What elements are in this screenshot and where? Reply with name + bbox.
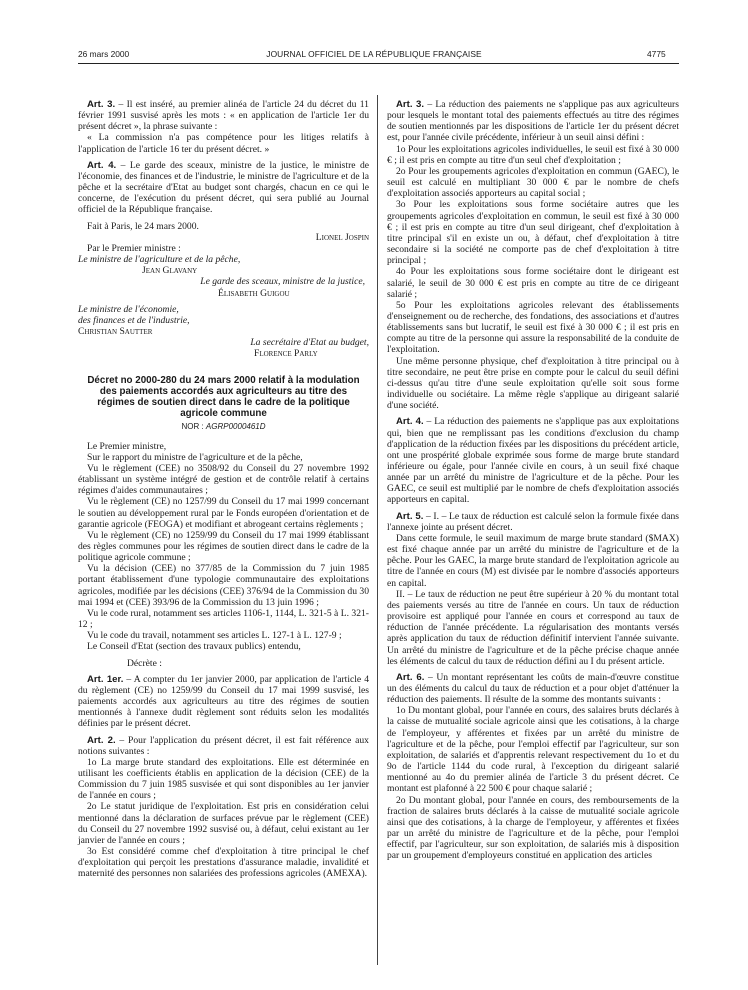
article-3-quote: « La commission n'a pas compétence pour les litiges relatifs à l'application de l'article 16 ter du présent décret. » (78, 132, 369, 155)
left-column (78, 99, 369, 880)
premier-ministre: Le Premier ministre, (87, 440, 167, 452)
header-page-number: 4775 (647, 49, 666, 59)
visa-reglement-1257: Vu le règlement (CE) no 1257/99 du Conseil du 17 mai 1999 concernant le soutien au développement rural par le Fonds européen d'orientation et de garantie agricole (FEOGA) et modifiant et abrogeant certains règlements ; (78, 496, 369, 530)
article-2: Art. 2. – Pour l'application du présent décret, il est fait référence aux notions suivantes : (78, 734, 369, 757)
visa-conseil-etat: Le Conseil d'Etat (section des travaux publics) entendu, (87, 641, 301, 653)
article-3-closing: Une même personne physique, chef d'exploitation à titre principal ou à titre secondaire, ne peut être prise en compte pour le calcul du seuil défini ci-dessus qu'au titre d'une seule exploitation qu'elle soit sous forme individuelle ou sociétaire. La même règle s'applique au dirigeant salarié d'une société. (387, 355, 679, 412)
visa-reglement-1259: Vu le règlement (CE) no 1259/99 du Conseil du 17 mai 1999 établissant des règles communes pour les régimes de soutien direct dans le cadre de la politique agricole commune ; (78, 529, 369, 564)
article-3-item-2: 2o Pour les groupements agricoles d'exploitation en commun (GAEC), le seuil est calculé en multipliant 30 000 € par le nombre de chefs d'exploitation associés apporteurs au capital social ; (387, 165, 679, 200)
article-6-item-1: 1o Du montant global, pour l'année en cours, des salaires bruts déclarés à la caisse de mutualité sociale agricole ainsi que les cotisations, à la charge de l'employeur, y afférentes et fixées par un arrêté du ministre de l'agriculture et de la pêche, pour l'emploi effectif par l'agriculteur, sur son exploitation, de salariés et d'apprentis relevant respectivement du 1o et du 9o de l'article 1144 du code rural, à l'exception du dirigeant salarié mentionné au 4o du premier alinéa de l'article 3 du présent décret. Ce montant est plafonné à 22 500 € pour chaque salarié ; (387, 705, 679, 795)
article-6: Art. 6. – Un montant représentant les coûts de main-d'œuvre constitue un des éléments du calcul du taux de réduction et a pour objet d'atténuer la réduction des paiements. Il résulte de la somme des montants suivants : (387, 671, 679, 706)
par-premier-ministre: Par le Premier ministre : (87, 242, 181, 254)
article-3-item-3: 3o Pour les exploitations sous forme sociétaire autres que les groupements agricoles d'exploitation en commun, le seuil est fixé à 30 000 € ; il est pris en compte au titre d'un seul dirigeant, chef d'exploitation à titre principal s'il en existe un ou, à défaut, chef d'exploitation à titre secondaire si la société ne comporte pas de chef d'exploitation à titre principal ; (387, 199, 679, 267)
article-2-item-3: 3o Est considéré comme chef d'exploitation à titre principal le chef d'exploitation qui perçoit les prestations d'assurance maladie, invalidité et maternité des personnes non salariées des professions agricoles (AMEXA). (78, 846, 369, 880)
ministre-agriculture-label: Le ministre de l'agriculture et de la pêche, (78, 254, 241, 266)
article-3-item-1: 1o Pour les exploitations agricoles individuelles, le seuil est fixé à 30 000 € ; il est pris en compte au titre d'un seul chef d'exploitation ; (387, 143, 679, 166)
header-journal-title: JOURNAL OFFICIEL DE LA RÉPUBLIQUE FRANÇAISE (266, 49, 482, 59)
visa-reglement-3508: Vu le règlement (CEE) no 3508/92 du Conseil du 27 novembre 1992 établissant un système intégré de gestion et de contrôle relatif à certains régimes d'aides communautaires ; (78, 462, 369, 497)
article-2-item-1: 1o La marge brute standard des exploitations. Elle est déterminée en utilisant les coefficients établis en application de la décision (CEE) de la Commission du 7 juin 1985 susvisée et qui sont disponibles au 1er janvier de l'année en cours ; (78, 756, 369, 802)
visa-code-rural: Vu le code rural, notamment ses articles 1106-1, 1144, L. 321-5 à L. 321-12 ; (78, 607, 369, 631)
article-3: Art. 3. – La réduction des paiements ne s'applique pas aux agriculteurs pour lesquels le montant total des paiements effectués au titre des régimes de soutien mentionnés par les dispositions de l'article 1er du présent décret est, pour l'année civile précédente, inférieur à un seuil ainsi défini : (387, 99, 679, 144)
article-4-prev: Art. 4. – Le garde des sceaux, ministre de la justice, le ministre de l'économie, des finances et de l'industrie, le ministre de l'agriculture et de la pêche et la secrétaire d'Etat au budget sont chargés, chacun en ce qui le concerne, de l'exécution du présent décret, qui sera publié au Journal officiel de la République française. (78, 159, 369, 216)
signature-guigou: Élisabeth Guigou (218, 287, 290, 299)
decree-title: Décret no 2000-280 du 24 mars 2000 relatif à la modulation des paiements accordés aux agriculteurs au titre des régimes de soutien direct dans le cadre de la politique agricole commune (87, 375, 360, 420)
page-header (0, 49, 748, 61)
article-6-item-2: 2o Du montant global, pour l'année en cours, des remboursements de la fraction de salaires bruts déclarés à la caisse de mutualité sociale agricole ainsi que des cotisations, à la charge de l'employeur, y afférentes et fixées par un arrêté du ministre de l'agriculture et de la pêche, pour l'emploi effectif, par l'agriculteur, sur son exploitation, de salariés mis à disposition par un groupement d'employeurs constitué en application des articles (387, 794, 679, 862)
header-date: 26 mars 2000 (78, 49, 130, 59)
article-3-item-5: 5o Pour les exploitations agricoles relevant des établissements d'enseignement ou de recherche, des fondations, des associations et d'autres établissements sans but lucratif, le seuil est fixé à 30 000 € ; il est pris en compte au titre de la personne qui assure la responsabilité de la conduite de l'exploitation. (387, 299, 679, 356)
signature-glavany: Jean Glavany (142, 265, 198, 277)
visa-code-travail: Vu le code du travail, notamment ses articles L. 127-1 à L. 127-9 ; (87, 630, 342, 642)
article-5: Art. 5. – I. – Le taux de réduction est calculé selon la formule fixée dans l'annexe jointe au présent décret. (387, 510, 679, 533)
garde-sceaux-label: Le garde des sceaux, ministre de la justice, (200, 276, 365, 288)
article-5-para-2: Dans cette formule, le seuil maximum de marge brute standard ($MAX) est fixé chaque année par un arrêté du ministre de l'agriculture et de la pêche. Pour les GAEC, la marge brute standard de l'exploitation agricole au titre de l'année en cours (M) est divisée par le nombre d'associés apporteurs en capital. (387, 532, 679, 589)
visa-decision-377: Vu la décision (CEE) no 377/85 de la Commission du 7 juin 1985 portant établissement d'une typologie communautaire des exploitations agricoles, modifiée par les décisions (CEE) 376/94 de la Commission du 30 mai 1994 et (CEE) 393/96 de la Commission du 13 juin 1996 ; (78, 563, 369, 608)
visa-rapport: Sur le rapport du ministre de l'agriculture et de la pêche, (87, 451, 303, 463)
signature-jospin: Lionel Jospin (315, 231, 369, 243)
article-3-item-4: 4o Pour les exploitations sous forme sociétaire dont le dirigeant est salarié, le seuil de 30 000 € est pris en compte au titre de ce dirigeant salarié ; (387, 266, 679, 300)
ministre-economie-label-1: Le ministre de l'économie, (78, 303, 179, 315)
fait-a-paris: Fait à Paris, le 24 mars 2000. (87, 220, 199, 232)
ministre-economie-label-2: des finances et de l'industrie, (78, 314, 190, 326)
header-rule (78, 63, 679, 64)
right-column (387, 99, 679, 861)
article-5-para-3: II. – Le taux de réduction ne peut être supérieur à 20 % du montant total des paiements versés au titre de l'année en cours. Un taux de réduction provisoire est appliqué pour l'année en cours et correspond au taux de réduction de l'année précédente. La régularisation des montants versés après application du taux de réduction définitif intervient l'année suivante. Un arrêté du ministre de l'agriculture et de la pêche précise chaque année les éléments de calcul du taux de réduction défini au I du présent article. (387, 588, 679, 667)
secretaire-budget-label: La secrétaire d'Etat au budget, (250, 337, 369, 349)
article-1: Art. 1er. – A compter du 1er janvier 2000, par application de l'article 4 du règlement (CE) no 1259/99 du Conseil du 17 mai 1999 susvisé, les paiements accordés aux agriculteurs au titre des régimes de soutien mentionnés à l'annexe dudit règlement sont réduits selon les modalités définies par le présent décret. (78, 673, 370, 730)
article-4: Art. 4. – La réduction des paiements ne s'applique pas aux exploitations qui, bien que ne remplissant pas les conditions d'exclusion du champ d'application de la réduction fixées par les dispositions du précédent article, ont une prospérité globale exprimée sous forme de marge brute standard inférieure ou égale, pour l'année civile en cours, à un seuil fixé chaque année par un arrêté du ministre de l'agriculture et de la pêche. Pour les GAEC, ce seuil est multiplié par le nombre de chefs d'exploitation associés apporteurs en capital. (387, 416, 679, 506)
nor-reference: NOR : AGRP0000461D (181, 422, 266, 432)
signature-sautter: Christian Sautter (78, 325, 153, 337)
signature-parly: Florence Parly (254, 348, 318, 360)
article-3-prev: Art. 3. – Il est inséré, au premier alinéa de l'article 24 du décret du 11 février 1991 susvisé après les mots : « en application de l'article 1er du présent décret », la phrase suivante : (78, 99, 369, 133)
decrete: Décrète : (127, 657, 162, 669)
column-divider (377, 95, 378, 965)
article-2-item-2: 2o Le statut juridique de l'exploitation. Est pris en considération celui mentionné dans la déclaration de surfaces prévue par le règlement (CEE) du Conseil du 27 novembre 1992 susvisé ou, à défaut, celui existant au 1er janvier de l'année en cours ; (78, 801, 369, 846)
